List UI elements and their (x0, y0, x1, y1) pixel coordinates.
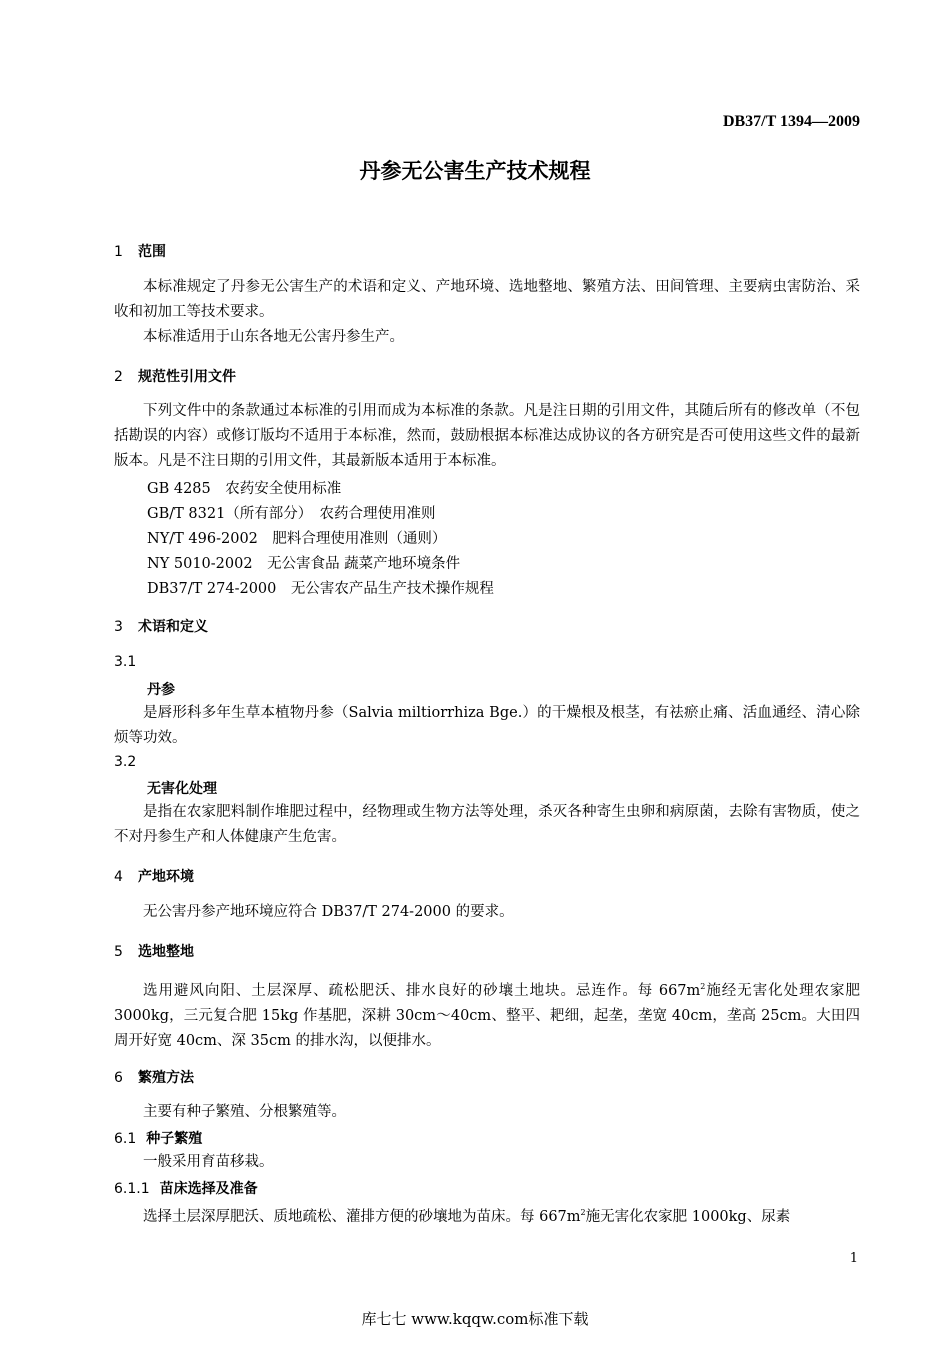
subsection-number: 6.1.1 (114, 1181, 150, 1197)
section-title: 选地整地 (138, 944, 194, 960)
section-title: 产地环境 (138, 869, 194, 885)
superscript: 2 (580, 1208, 586, 1217)
reference-item: NY 5010-2002 无公害食品 蔬菜产地环境条件 (147, 556, 461, 572)
subsection-title: 种子繁殖 (146, 1131, 203, 1147)
subsection-6-1-1-heading (114, 1178, 258, 1198)
page-number: 1 (849, 1251, 858, 1266)
section-4-heading (114, 866, 194, 886)
section-title: 繁殖方法 (138, 1070, 194, 1086)
subsection-6-1-1-paragraph (114, 1200, 860, 1230)
subsection-6-1-paragraph: 一般采用育苗移栽。 (143, 1154, 274, 1170)
subsection-title: 苗床选择及准备 (159, 1181, 258, 1197)
subsection-number: 6.1 (114, 1131, 137, 1147)
term-number: 3.1 (114, 654, 137, 670)
section-6-heading (114, 1067, 194, 1087)
section-5-paragraph-1 (114, 974, 860, 1054)
term-definition: 是指在农家肥料制作堆肥过程中，经物理或生物方法等处理，杀灭各种寄生虫卵和病原菌，去除有害物质，使之不对丹参生产和人体健康产生危害。 (114, 804, 860, 845)
section-1-paragraph-2: 本标准适用于山东各地无公害丹参生产。 (143, 329, 404, 345)
footer-watermark: 库七七 www.kqqw.com标准下载 (361, 1310, 589, 1328)
section-1-paragraph-1: 本标准规定了丹参无公害生产的术语和定义、产地环境、选地整地、繁殖方法、田间管理、主要病虫害防治、采收和初加工等技术要求。 (114, 279, 860, 320)
section-5-heading (114, 941, 194, 961)
section-number: 4 (114, 869, 123, 885)
reference-item: GB 4285 农药安全使用标准 (147, 481, 342, 497)
text-run: 施无害化农家肥 1000kg、尿素 (585, 1208, 791, 1225)
term-number: 3.2 (114, 754, 137, 770)
superscript: 2 (700, 982, 706, 991)
section-4-paragraph-1: 无公害丹参产地环境应符合 DB37/T 274-2000 的要求。 (143, 904, 514, 920)
text-run: 选择土层深厚肥沃、质地疏松、灌排方便的砂壤地为苗床。每 667m (143, 1208, 581, 1225)
reference-item: GB/T 8321（所有部分） 农药合理使用准则 (147, 506, 436, 522)
section-title: 范围 (138, 244, 166, 260)
section-2-paragraph-1: 下列文件中的条款通过本标准的引用而成为本标准的条款。凡是注日期的引用文件，其随后所有的修改单（不包括勘误的内容）或修订版均不适用于本标准，然而，鼓励根据本标准达成协议的各方研究是否可使用这些文件的最新版本。凡是不注日期的引用文件，其最新版本适用于本标准。 (114, 403, 860, 469)
reference-item: DB37/T 274-2000 无公害农产品生产技术操作规程 (147, 581, 494, 597)
section-number: 6 (114, 1070, 123, 1086)
reference-item: NY/T 496-2002 肥料合理使用准则（通则） (147, 531, 447, 547)
section-title: 术语和定义 (138, 619, 208, 635)
section-number: 5 (114, 944, 123, 960)
section-2-heading (114, 366, 236, 386)
term-definition: 是唇形科多年生草本植物丹参（Salvia miltiorrhiza Bge.）的干燥根及根茎，有祛瘀止痛、活血通经、清心除烦等功效。 (114, 705, 860, 746)
term-name: 丹参 (147, 682, 175, 698)
text-run: 选用避风向阳、土层深厚、疏松肥沃、排水良好的砂壤土地块。忌连作。每 667m (143, 982, 701, 999)
section-title: 规范性引用文件 (138, 369, 236, 385)
section-number: 1 (114, 244, 123, 260)
section-number: 2 (114, 369, 123, 385)
section-3-heading (114, 616, 208, 636)
section-1-heading (114, 241, 166, 261)
subsection-6-1-heading (114, 1128, 202, 1148)
section-number: 3 (114, 619, 123, 635)
standard-number: DB37/T 1394—2009 (722, 113, 860, 130)
document-title: 丹参无公害生产技术规程 (359, 159, 591, 183)
term-name: 无害化处理 (147, 781, 217, 797)
text-run: 施经无害化处理农家肥 3000kg，三元复合肥 15kg 作基肥，深耕 30cm～40cm、整平、耙细，起垄，垄宽 40cm，垄高 25cm。大田四周开好宽 40cm、深 35cm 的排水沟，以便排水。 (114, 982, 860, 1049)
section-6-paragraph-1: 主要有种子繁殖、分根繁殖等。 (143, 1104, 346, 1120)
